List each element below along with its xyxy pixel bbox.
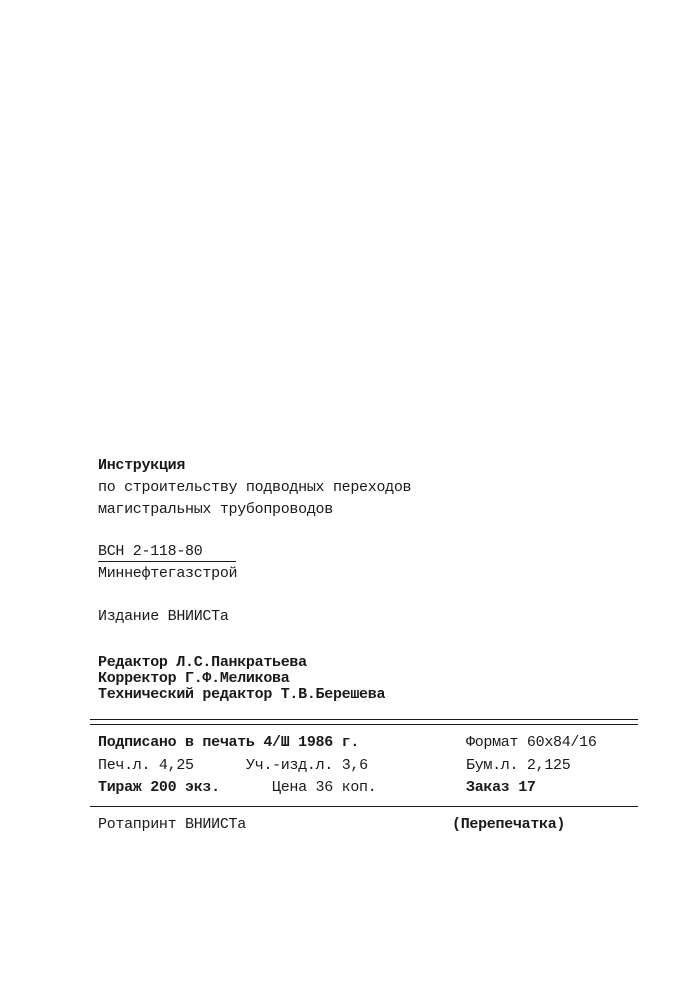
editor-line: Редактор Л.С.Панкратьева (98, 654, 307, 671)
press-name: Ротапринт ВНИИСТа (98, 816, 246, 833)
title-line-2: по строительству подводных переходов (98, 479, 412, 496)
title-line-1: Инструкция (98, 457, 186, 474)
reprint-note: (Перепечатка) (452, 816, 566, 833)
signed-date: Подписано в печать 4/Ш 1986 г. (98, 734, 360, 751)
edition-text: Издание ВНИИСТа (98, 608, 229, 625)
standard-code: ВСН 2-118-80 (98, 542, 236, 562)
price: Цена 36 коп. (272, 779, 377, 796)
divider-rule-bottom (90, 806, 638, 807)
code-block (98, 541, 237, 585)
divider-rule-top (90, 719, 638, 720)
divider-rule-top-second (90, 724, 638, 725)
staff-block (98, 655, 385, 703)
document-title (98, 455, 411, 521)
edition-block (98, 606, 229, 628)
tech-editor-line: Технический редактор Т.В.Берешева (98, 686, 386, 703)
imprint-row-signed (0, 734, 700, 756)
paper-format: Формат 60x84/16 (466, 734, 597, 751)
ministry-name: Миннефтегазстрой (98, 565, 238, 582)
order-number: Заказ 17 (466, 779, 536, 796)
corrector-line: Корректор Г.Ф.Меликова (98, 670, 290, 687)
publishing-sheets: Уч.-изд.л. 3,6 (246, 757, 368, 774)
print-sheets: Печ.л. 4,25 (98, 757, 194, 774)
paper-sheets: Бум.л. 2,125 (466, 757, 571, 774)
circulation: Тираж 200 экз. (98, 779, 220, 796)
imprint-row-print (0, 779, 700, 801)
imprint-row-sheets (0, 757, 700, 779)
title-line-3: магистральных трубопроводов (98, 501, 333, 518)
imprint-row-press (0, 816, 700, 838)
